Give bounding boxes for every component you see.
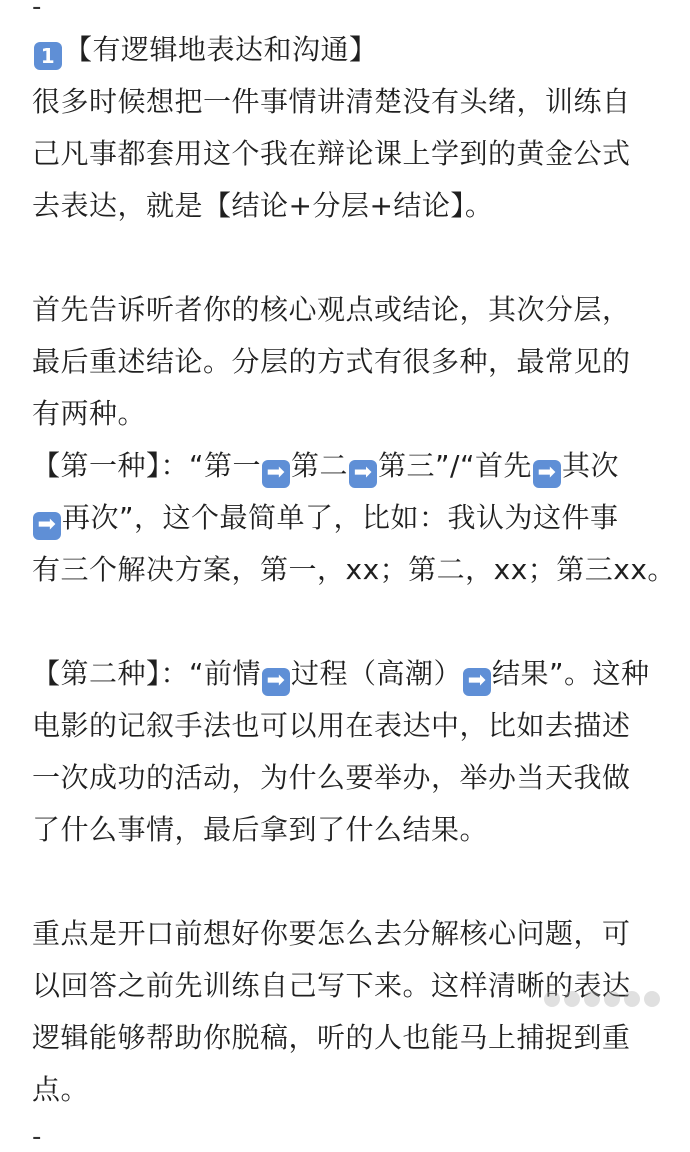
text-fragment: 过程（高潮） (291, 657, 463, 690)
right-arrow-icon: ➡ (262, 460, 290, 488)
text-fragment: 结果”。这种 (492, 657, 650, 690)
right-arrow-icon: ➡ (533, 460, 561, 488)
text-fragment: 第二 (291, 449, 349, 482)
bottom-separator: - (32, 1122, 42, 1152)
text-line (32, 648, 672, 700)
right-arrow-icon: ➡ (262, 668, 290, 696)
paragraph-gap (32, 856, 672, 908)
text-line (32, 440, 672, 492)
paragraph-gap (32, 596, 672, 648)
text-line: 电影的记叙手法也可以用在表达中，比如去描述 (32, 709, 631, 742)
text-line: 有三个解决方案，第一，xx；第二，xx；第三xx。 (32, 553, 676, 586)
text-fragment: 【第二种】：“前情 (32, 657, 262, 690)
text-line: 了什么事情，最后拿到了什么结果。 (32, 813, 489, 846)
text-line: 逻辑能够帮助你脱稿，听的人也能马上捕捉到重 (32, 1021, 631, 1054)
text-line: 己凡事都套用这个我在辩论课上学到的黄金公式 (32, 137, 631, 170)
right-arrow-icon: ➡ (349, 460, 377, 488)
top-separator: - (32, 0, 42, 22)
text-line: 去表达，就是【结论+分层+结论】。 (32, 189, 494, 222)
section-title: 【有逻辑地表达和沟通】 (64, 33, 378, 66)
text-line: 首先告诉听者你的核心观点或结论，其次分层， (32, 293, 631, 326)
text-line: 有两种。 (32, 397, 147, 430)
text-fragment: 第三”/“首先 (378, 449, 532, 482)
text-line: 最后重述结论。分层的方式有很多种，最常见的 (32, 345, 631, 378)
keycap-1-icon: 1 (34, 42, 62, 70)
text-line: 很多时候想把一件事情讲清楚没有头绪，训练自 (32, 85, 631, 118)
text-line: 重点是开口前想好你要怎么去分解核心问题，可 (32, 917, 631, 950)
text-line (32, 492, 672, 544)
text-line: 以回答之前先训练自己写下来。这样清晰的表达 (32, 969, 631, 1002)
section-heading (32, 24, 672, 76)
text-fragment: 其次 (561, 449, 619, 482)
paragraph-gap (32, 232, 672, 284)
text-line: 一次成功的活动，为什么要举办，举办当天我做 (32, 761, 631, 794)
watermark-logo (544, 987, 668, 1011)
text-fragment: 再次”，这个最简单了，比如：我认为这件事 (62, 501, 619, 534)
right-arrow-icon: ➡ (463, 668, 491, 696)
text-line: 点。 (32, 1073, 90, 1106)
text-fragment: 【第一种】：“第一 (32, 449, 262, 482)
post-body (32, 0, 676, 1152)
right-arrow-icon: ➡ (33, 512, 61, 540)
